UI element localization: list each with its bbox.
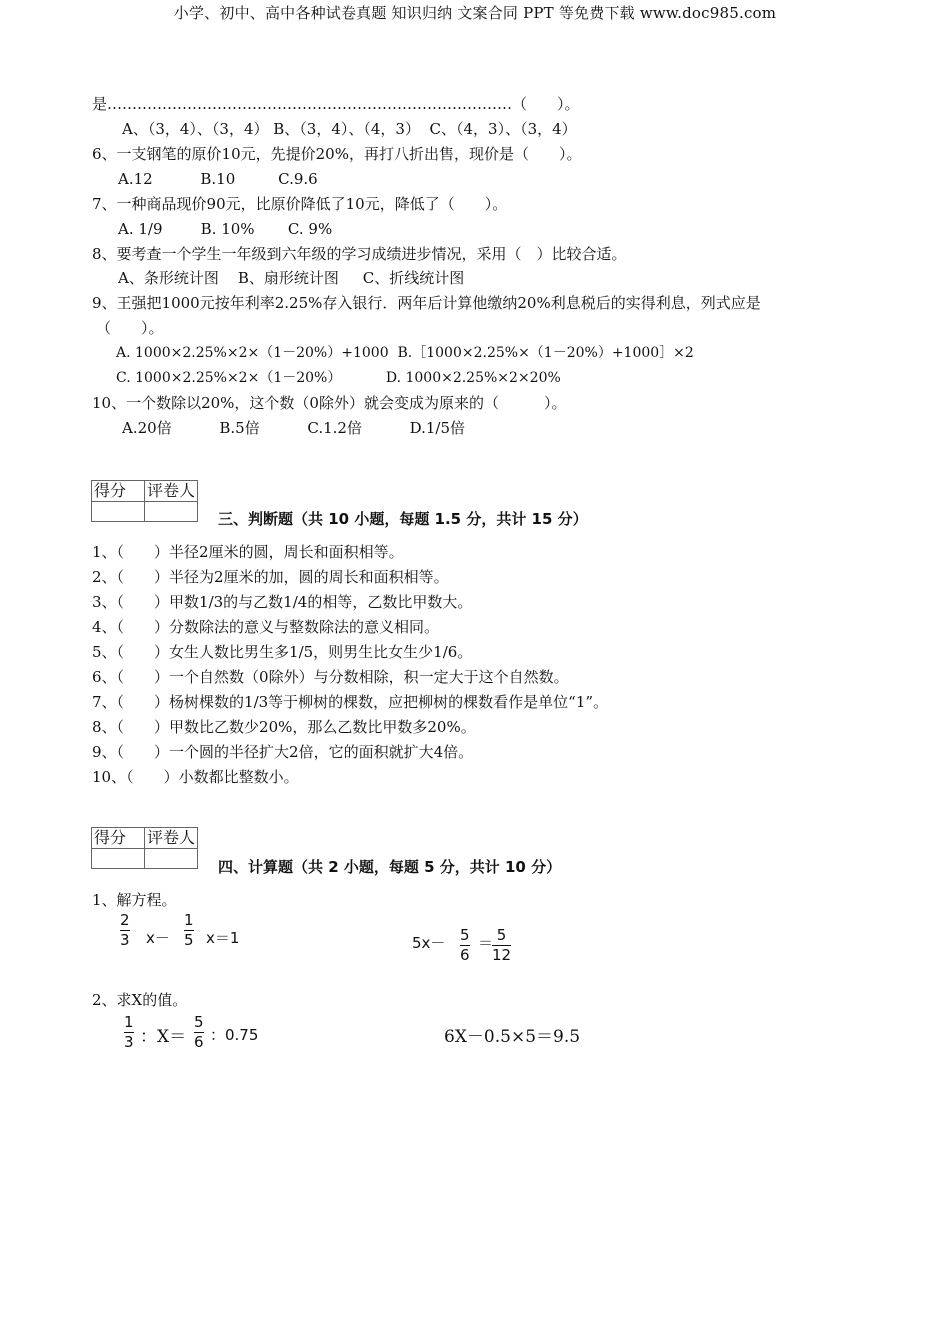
judge-item: 9、（ ）一个圆的半径扩大2倍，它的面积就扩大4倍。 bbox=[92, 743, 474, 761]
equation-text: 6X－0.5×5＝9.5 bbox=[444, 1027, 581, 1047]
q9-options-row2: C. 1000×2.25%×2×（1－20%） D. 1000×2.25%×2×20% bbox=[116, 370, 561, 386]
calc-q2-label: 2、求X的值。 bbox=[92, 991, 188, 1009]
fraction bbox=[120, 912, 130, 949]
q8-options: A、条形统计图 B、扇形统计图 C、折线统计图 bbox=[118, 269, 465, 287]
q9-options-row1: A. 1000×2.25%×2×（1－20%）+1000 B.［1000×2.25%×（1－20%）+1000］×2 bbox=[116, 345, 694, 361]
denominator: 3 bbox=[124, 1033, 134, 1051]
equation-text: ：0.75 bbox=[210, 1026, 259, 1044]
page-header: 小学、初中、高中各种试卷真题 知识归纳 文案合同 PPT 等免费下载 www.doc985.com bbox=[173, 4, 777, 22]
fraction bbox=[492, 927, 511, 964]
fraction bbox=[460, 927, 470, 964]
score-label: 得分 bbox=[92, 828, 145, 849]
q7-options: A. 1/9 B. 10% C. 9% bbox=[118, 220, 333, 238]
fraction bbox=[124, 1014, 134, 1051]
q5-tail: 是………………………………………………………………………（ ）。 bbox=[92, 95, 580, 113]
score-cell[interactable] bbox=[92, 849, 145, 869]
q8-text: 8、要考查一个学生一年级到六年级的学习成绩进步情况，采用（ ）比较合适。 bbox=[92, 245, 627, 263]
judge-item: 3、（ ）甲数1/3的与乙数1/4的相等，乙数比甲数大。 bbox=[92, 593, 473, 611]
fraction bbox=[184, 912, 194, 949]
numerator: 2 bbox=[120, 911, 130, 929]
numerator: 1 bbox=[124, 1013, 134, 1031]
equation-text: ＝ bbox=[478, 934, 494, 952]
judge-item: 1、（ ）半径2厘米的圆，周长和面积相等。 bbox=[92, 543, 404, 561]
numerator: 5 bbox=[496, 926, 507, 944]
q10-text: 10、一个数除以20%，这个数（0除外）就会变成为原来的（ ）。 bbox=[92, 394, 567, 412]
judge-item: 6、（ ）一个自然数（0除外）与分数相除，积一定大于这个自然数。 bbox=[92, 668, 569, 686]
equation-text: x＝1 bbox=[206, 929, 240, 947]
denominator: 6 bbox=[194, 1033, 204, 1051]
q6-text: 6、一支钢笔的原价10元，先提价20%，再打八折出售，现价是（ ）。 bbox=[92, 145, 582, 163]
denominator: 6 bbox=[460, 946, 470, 964]
score-label: 得分 bbox=[92, 481, 145, 502]
fraction bbox=[194, 1014, 204, 1051]
q5-options: A、（3，4）、（3，4） B、（3，4）、（4，3） C、（4，3）、（3，4） bbox=[122, 120, 577, 138]
judge-item: 4、（ ）分数除法的意义与整数除法的意义相同。 bbox=[92, 618, 440, 636]
grader-label: 评卷人 bbox=[145, 828, 198, 849]
score-table-section3 bbox=[91, 480, 198, 522]
calc-q1-label: 1、解方程。 bbox=[92, 891, 177, 909]
equation-text: x－ bbox=[146, 929, 170, 947]
section3-title: 三、判断题（共 10 小题，每题 1.5 分，共计 15 分） bbox=[218, 510, 588, 528]
judge-item: 2、（ ）半径为2厘米的加，圆的周长和面积相等。 bbox=[92, 568, 449, 586]
q7-text: 7、一种商品现价90元，比原价降低了10元，降低了（ ）。 bbox=[92, 195, 508, 213]
denominator: 12 bbox=[492, 946, 512, 964]
section4-title: 四、计算题（共 2 小题，每题 5 分，共计 10 分） bbox=[218, 858, 562, 876]
score-table-section4 bbox=[91, 827, 198, 869]
q10-options: A.20倍 B.5倍 C.1.2倍 D.1/5倍 bbox=[122, 419, 466, 437]
grader-cell[interactable] bbox=[145, 502, 198, 522]
numerator: 5 bbox=[460, 926, 470, 944]
judge-item: 7、（ ）杨树棵数的1/3等于柳树的棵数，应把柳树的棵数看作是单位“1”。 bbox=[92, 693, 609, 711]
numerator: 1 bbox=[184, 911, 194, 929]
equation-text: ：X＝ bbox=[140, 1027, 187, 1047]
q6-options: A.12 B.10 C.9.6 bbox=[118, 170, 318, 188]
judge-item: 10、（ ）小数都比整数小。 bbox=[92, 768, 299, 786]
score-cell[interactable] bbox=[92, 502, 145, 522]
q9-continuation: （ ）。 bbox=[96, 319, 164, 337]
q9-text: 9、王强把1000元按年利率2.25%存入银行．两年后计算他缴纳20%利息税后的实得利息，列式应是 bbox=[92, 294, 761, 312]
grader-cell[interactable] bbox=[145, 849, 198, 869]
judge-item: 8、（ ）甲数比乙数少20%，那么乙数比甲数多20%。 bbox=[92, 718, 476, 736]
equation-text: 5x－ bbox=[412, 934, 446, 952]
denominator: 3 bbox=[120, 931, 130, 949]
denominator: 5 bbox=[184, 931, 194, 949]
numerator: 5 bbox=[194, 1013, 204, 1031]
grader-label: 评卷人 bbox=[145, 481, 198, 502]
judge-item: 5、（ ）女生人数比男生多1/5，则男生比女生少1/6。 bbox=[92, 643, 473, 661]
